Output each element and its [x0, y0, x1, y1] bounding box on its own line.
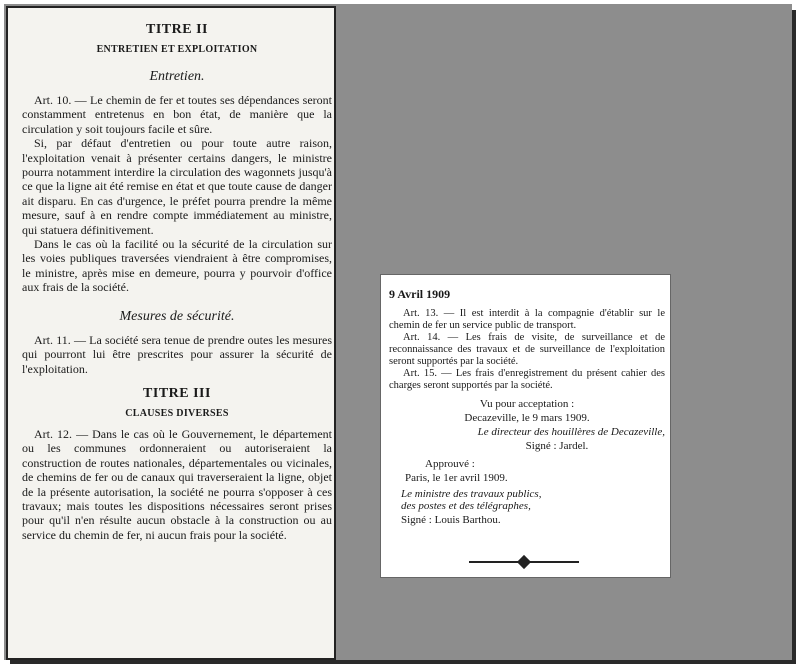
- title-ii: TITRE II: [146, 22, 208, 37]
- signature-jardel: Signé : Jardel.: [525, 440, 589, 452]
- decazeville-date: Decazeville, le 9 mars 1909.: [464, 412, 590, 424]
- article-10-paragraph: Art. 10. — Le chemin de fer et toutes ses dépendances seront constamment entretenus en bon état, de manière que la circulation y soit toujours facile et sûre.: [22, 93, 332, 136]
- subtitle-entretien-exploitation: ENTRETIEN ET EXPLOITATION: [96, 44, 258, 55]
- subtitle-clauses-diverses: CLAUSES DIVERSES: [125, 407, 229, 419]
- header-date: 9 Avril 1909: [389, 287, 451, 301]
- closing-rule-ornament: [517, 555, 531, 569]
- acceptance-line: Vu pour acceptation :: [479, 398, 575, 410]
- article-15-paragraph: Art. 15. — Les frais d'enregistrement du présent cahier des charges seront supportés par la société.: [389, 368, 665, 391]
- article-11-paragraph: Art. 11. — La société sera tenue de prendre outes les mesures qui pourront lui être prescrites pour assurer la sécurité de l'exploitation.: [22, 332, 332, 376]
- right-page-content: [389, 287, 665, 526]
- article-12-paragraph: Art. 12. — Dans le cas où le Gouvernement, le département ou les communes ordonneraient ou autoriseraient la construction de routes nationales, départementales ou vicinales, de chemins de fer ou de canaux qui traverseraient la ligne, objet de la présente autorisation, la société ne pourra s'opposer à ces travaux; mais toutes les dispositions nécessaires seront prises pour qu'il n'en résulte aucun obstacle à la construction ou au service du chemin de fer, ni aucun frais pour la société.: [22, 426, 332, 542]
- left-page-content: [22, 22, 332, 542]
- director-title: Le directeur des houillères de Decazeville,: [477, 426, 665, 438]
- minister-title-line-1: Le ministre des travaux publics,: [401, 488, 542, 500]
- section-entretien: Entretien.: [149, 69, 205, 84]
- article-10-circulation-paragraph: Dans le cas où la facilité ou la sécurité de la circulation sur les voies publiques traversées viendraient à être compromises, le ministre, après mise en demeure, pourra y pourvoir d'office aux frais de la société.: [22, 237, 332, 295]
- title-iii: TITRE III: [143, 385, 211, 401]
- section-mesures-securite: Mesures de sécurité.: [119, 308, 235, 324]
- minister-title-line-2: des postes et des télégraphes,: [401, 500, 531, 512]
- left-document-page: [6, 6, 336, 660]
- signature-barthou: Signé : Louis Barthou.: [401, 514, 501, 526]
- spacer: [22, 376, 332, 386]
- paris-date: Paris, le 1er avril 1909.: [405, 472, 508, 484]
- right-document-page: [380, 274, 671, 578]
- article-14-paragraph: Art. 14. — Les frais de visite, de surveillance et de reconnaissance des travaux et de surveillance de l'exploitation seront supportés par la société.: [389, 332, 665, 367]
- article-13-paragraph: Art. 13. — Il est interdit à la compagnie d'établir sur le chemin de fer un service public de transport.: [389, 308, 665, 331]
- article-10-danger-paragraph: Si, par défaut d'entretien ou pour toute autre raison, l'exploitation venait à présenter certains dangers, le ministre pourra notamment interdire la circulation des wagonnets jusqu'à ce que la ligne ait été remise en état et que toute cause de danger ait disparu. En cas d'urgence, le préfet pourra prendre la même mesure, sauf à en rendre compte immédiatement au ministre, qui statuera définitivement.: [22, 136, 332, 237]
- approved-line: Approuvé :: [425, 458, 475, 470]
